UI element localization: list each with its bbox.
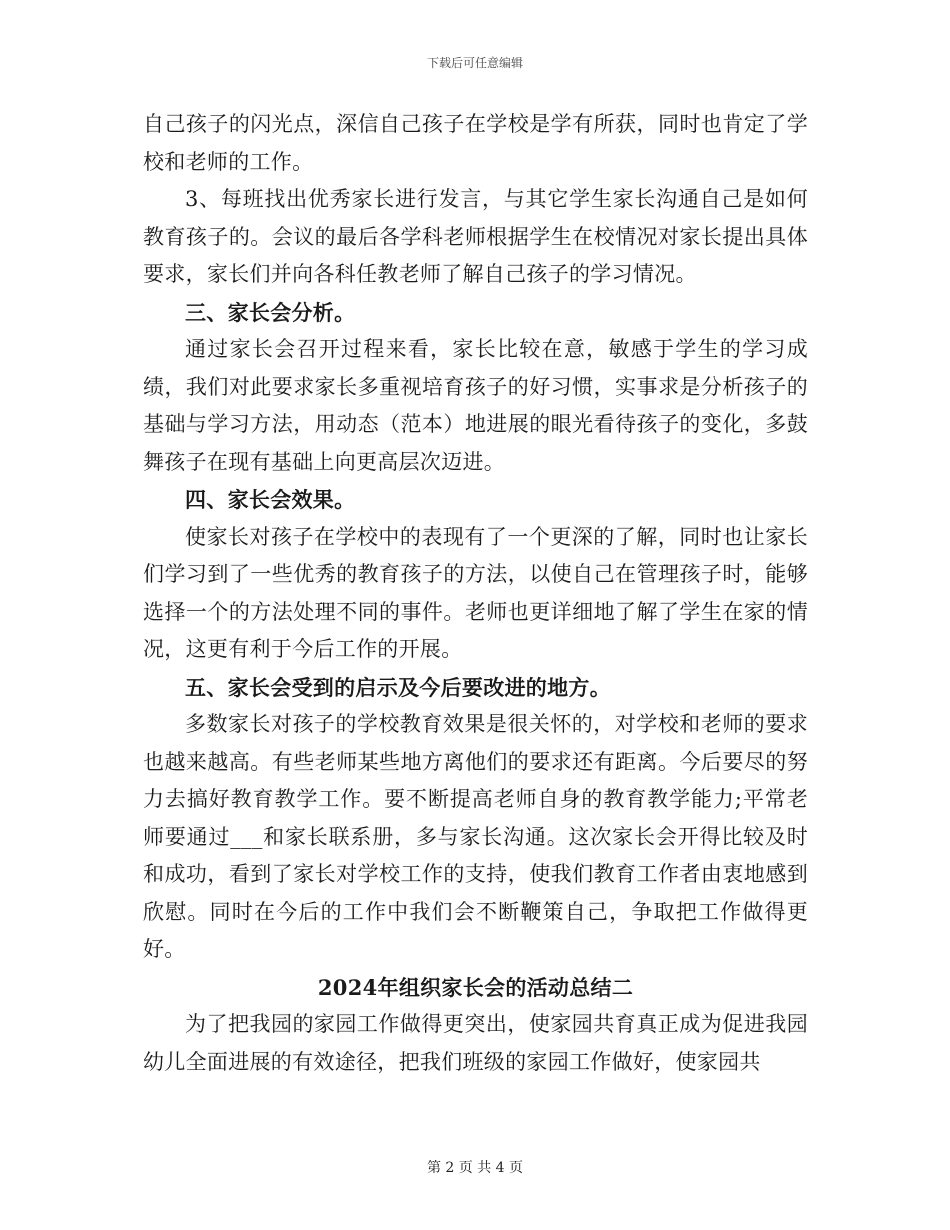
paragraph-continued: 自己孩子的闪光点，深信自己孩子在学校是学有所获，同时也肯定了学校和老师的工作。 (143, 112, 808, 174)
document-title-2: 2024年组织家长会的活动总结二 (317, 974, 634, 1000)
paragraph-effect: 使家长对孩子在学校中的表现有了一个更深的了解，同时也让家长们学习到了一些优秀的教育孩子的方法，以使自己在管理孩子时，能够选择一个的方法处理不同的事件。老师也更详细地了解了学生在家的情况，这更有利于今后工作的开展。 (143, 524, 808, 661)
paragraph-item-3: 3、每班找出优秀家长进行发言，与其它学生家长沟通自己是如何教育孩子的。会议的最后各学科老师根据学生在校情况对家长提出具体要求，家长们并向各科任教老师了解自己孩子的学习情况。 (143, 187, 808, 286)
page-header: 下载后可任意编辑 (426, 56, 523, 70)
document-body (143, 106, 808, 1081)
section-heading-analysis: 三、家长会分析。 (185, 299, 356, 325)
paragraph-intro-2: 为了把我园的家园工作做得更突出，使家园共育真正成为促进我园幼儿全面进展的有效途径，把我们班级的家园工作做好，使家园共 (143, 1012, 808, 1074)
section-heading-improvement: 五、家长会受到的启示及今后要改进的地方。 (185, 674, 611, 700)
page-footer: 第 2 页 共 4 页 (426, 1160, 524, 1176)
section-heading-effect: 四、家长会效果。 (185, 487, 356, 512)
paragraph-analysis: 通过家长会召开过程来看，家长比较在意，敏感于学生的学习成绩，我们对此要求家长多重视培育孩子的好习惯，实事求是分析孩子的基础与学习方法，用动态（范本）地进展的眼光看待孩子的变化，多鼓舞孩子在现有基础上向更高层次迈进。 (143, 337, 808, 474)
paragraph-improvement: 多数家长对孩子的学校教育效果是很关怀的，对学校和老师的要求也越来越高。有些老师某些地方离他们的要求还有距离。今后要尽的努力去搞好教育教学工作。要不断提高老师自身的教育教学能力;平常老师要通过___和家长联系册，多与家长沟通。这次家长会开得比较及时和成功，看到了家长对学校工作的支持，使我们教育工作者由衷地感到欣慰。同时在今后的工作中我们会不断鞭策自己，争取把工作做得更好。 (143, 712, 808, 961)
